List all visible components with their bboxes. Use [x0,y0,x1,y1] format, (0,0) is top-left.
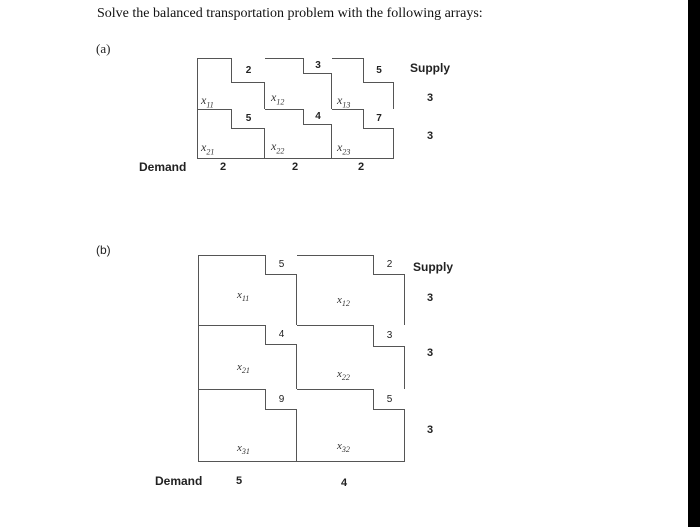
var-a-x21: $x_{21}$ [201,140,215,157]
part-a-supply-1: 3 [427,92,434,104]
cost-b-3-2: 5 [373,389,405,410]
var-a-x23: $x_{23}$ [337,140,351,157]
cost-a-2-3: 7 [363,109,394,129]
part-b-demand-1: 5 [236,475,243,487]
var-b-x32: $x_{32}$ [337,440,350,455]
var-b-x31: $x_{31}$ [237,442,250,457]
part-a-demand-label: Demand [139,160,187,174]
part-a-label: (a) [96,41,111,56]
part-b-supply-2: 3 [427,347,434,359]
part-a-demand-3: 2 [358,161,365,173]
var-a-x12: $x_{12}$ [271,90,285,107]
cost-a-1-3: 5 [363,58,394,83]
part-b-demand-label: Demand [155,474,203,488]
problem-title: Solve the balanced transportation problem with the following arrays: [97,6,483,21]
cost-a-1-1: 2 [231,58,265,83]
cost-b-2-1: 4 [265,325,297,345]
part-a-supply-2: 3 [427,130,434,142]
part-a-supply-label: Supply [410,61,451,75]
var-a-x22: $x_{22}$ [271,139,285,156]
part-a-demand-1: 2 [220,161,227,173]
part-b-label: (b) [96,243,111,257]
var-a-x11: $x_{11}$ [201,93,214,110]
var-a-x13: $x_{13}$ [337,93,351,110]
var-b-x22: $x_{22}$ [337,368,350,383]
part-b-supply-3: 3 [427,424,434,436]
cost-a-2-2: 4 [303,109,332,125]
cost-b-1-2: 2 [373,255,405,275]
cost-b-2-2: 3 [373,325,405,347]
var-b-x11: $x_{11}$ [237,289,250,304]
var-b-x21: $x_{21}$ [237,361,250,376]
cost-a-1-2: 3 [303,58,332,74]
cost-b-1-1: 5 [265,255,297,275]
part-b-supply-1: 3 [427,292,434,304]
part-b-demand-2: 4 [341,477,348,489]
part-b-supply-label: Supply [413,260,454,274]
cost-a-2-1: 5 [231,109,265,129]
cost-b-3-1: 9 [265,389,297,410]
var-b-x12: $x_{12}$ [337,294,350,309]
part-a-demand-2: 2 [292,161,299,173]
